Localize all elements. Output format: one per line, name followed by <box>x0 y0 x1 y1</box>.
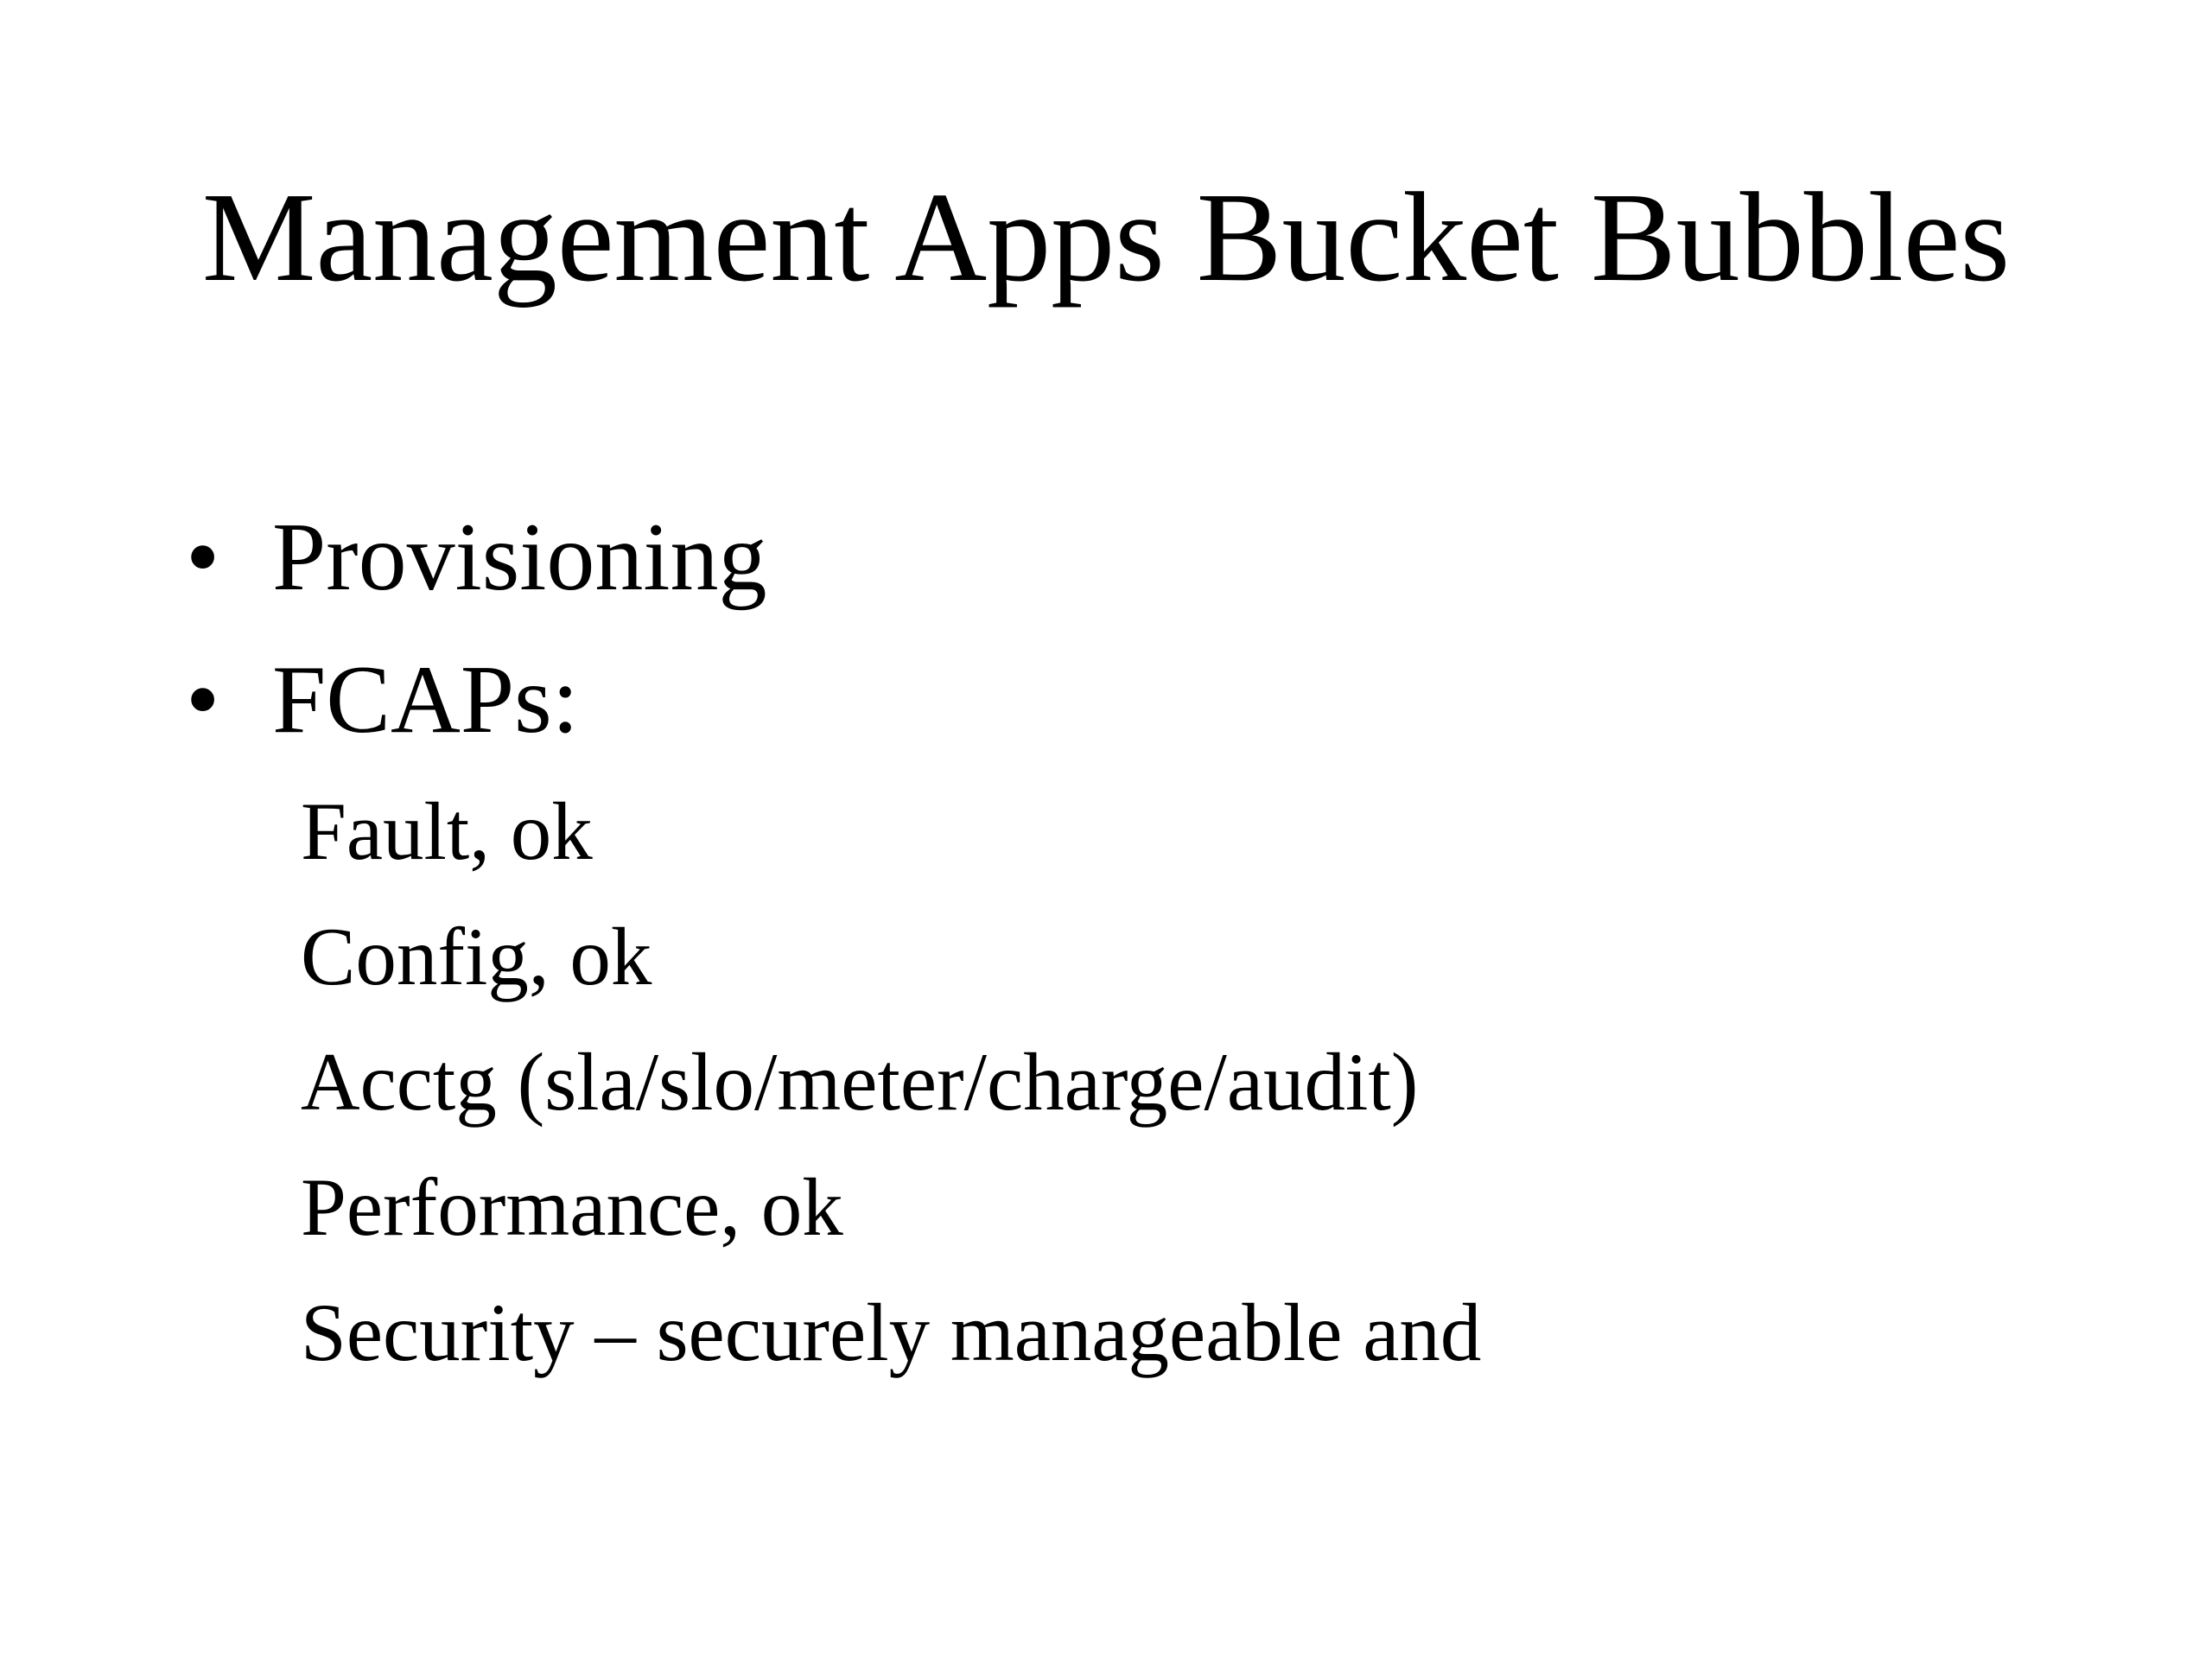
subitem-performance: Performance, ok <box>301 1161 843 1253</box>
slide-title: Management Apps Bucket Bubbles <box>201 167 2011 308</box>
bullet-icon: • <box>186 504 220 611</box>
subitem-config: Config, ok <box>301 911 652 1002</box>
bullet-text: FCAPs: <box>272 646 579 753</box>
bullet-icon: • <box>186 646 220 753</box>
subitem-fault: Fault, ok <box>301 785 593 877</box>
bullet-text: Provisioning <box>272 504 767 611</box>
subitem-accounting: Acctg (sla/slo/meter/charge/audit) <box>301 1036 1419 1128</box>
subitem-security: Security – securely manageable and <box>301 1287 1482 1378</box>
fcaps-subitem-list <box>301 782 1481 1408</box>
